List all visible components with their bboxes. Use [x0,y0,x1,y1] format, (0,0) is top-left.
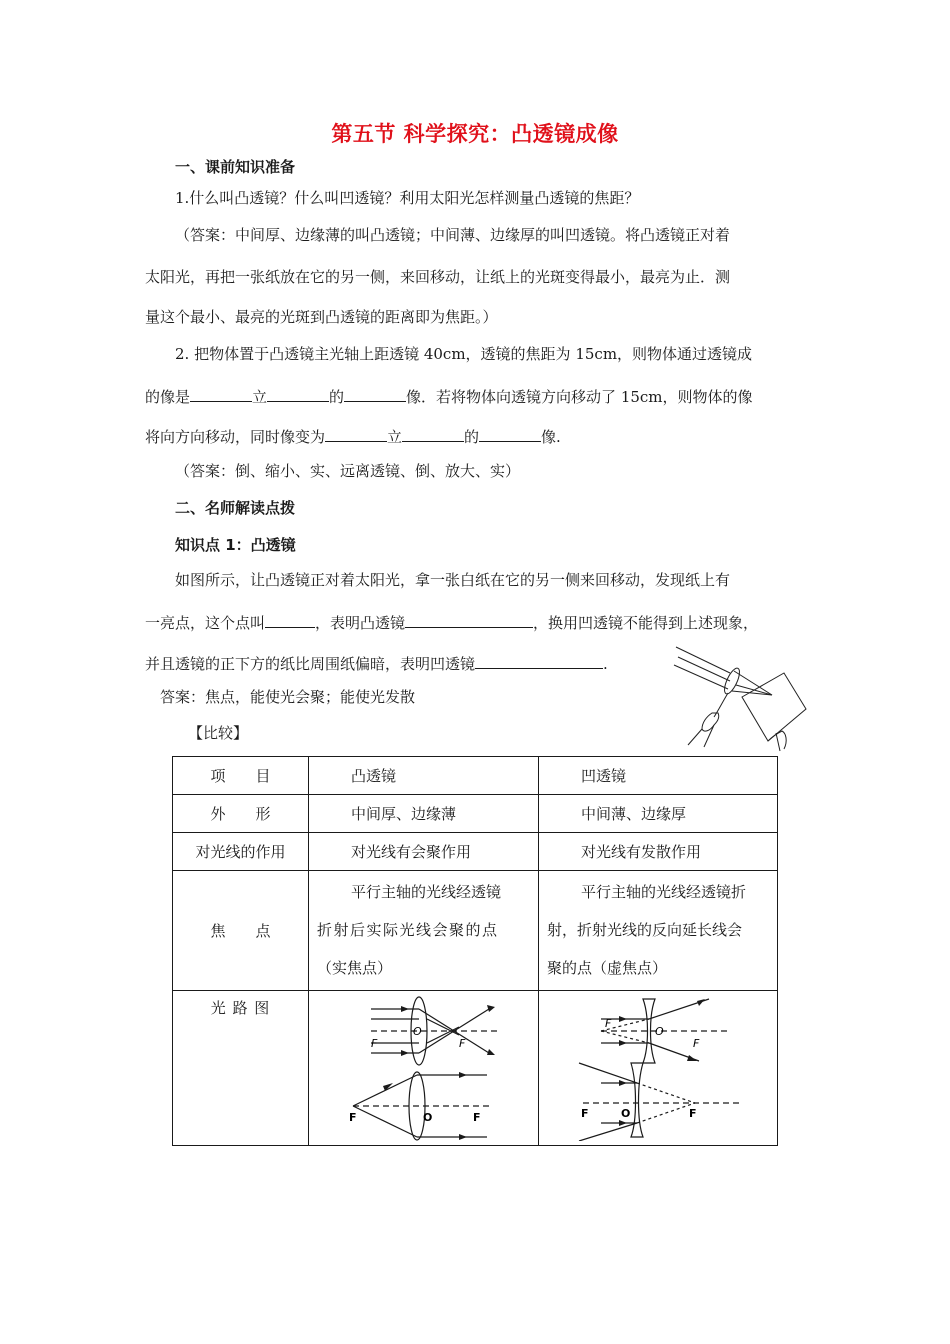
comparison-table [172,756,778,1146]
fill-blank[interactable] [402,425,464,442]
table-cell: 凹透镜 [539,757,778,795]
para-text-a: 一亮点，这个点叫 [145,614,266,632]
knowledge-point-heading: 知识点 1：凸透镜 [175,536,296,554]
answer-1-line-1: （答案：中间厚、边缘薄的叫凸透镜；中间薄、边缘厚的叫凹透镜。将凸透镜正对着 [175,226,731,244]
table-row [173,871,778,991]
answer-2: （答案：倒、缩小、实、远离透镜、倒、放大、实） [175,462,521,480]
fill-blank[interactable] [405,611,533,628]
optical-center-label: O [655,1025,664,1038]
table-cell: 对光线有会聚作用 [309,833,539,871]
lens-paper-illustration [672,637,810,753]
table-cell: 项 目 [173,757,309,795]
optical-center-label: O [413,1025,422,1038]
paragraph-line-1: 如图所示，让凸透镜正对着太阳光，拿一张白纸在它的另一侧来回移动，发现纸上有 [175,571,731,589]
optical-center-label: O [423,1111,433,1124]
question-1: 1.什么叫凸透镜？什么叫凹透镜？利用太阳光怎样测量凸透镜的焦距？ [175,189,640,207]
fill-blank[interactable] [265,611,315,628]
q2-text-h: 像. [541,428,561,446]
table-row [173,991,778,1146]
table-cell: 焦 点 [173,871,309,991]
convex-ray-diagram [309,991,538,1141]
fill-blank[interactable] [475,652,603,669]
answer-1-line-2: 太阳光，再把一张纸放在它的另一侧，来回移动，让纸上的光斑变得最小，最亮为止．测 [145,268,731,286]
para-text-d: 并且透镜的正下方的纸比周围纸偏暗，表明凹透镜 [145,655,476,673]
paragraph-line-3 [145,652,608,674]
table-cell: 凸透镜 [309,757,539,795]
section-heading-1: 一、课前知识准备 [175,158,296,176]
q2-text-b: 立 [252,388,268,406]
q2-text-c: 的 [329,388,345,406]
table-row [173,833,778,871]
focus-concave-line: 射，折射光线的反向延长线会 [547,921,743,939]
focus-label: F [473,1111,481,1124]
answer-section-2: 答案：焦点，能使光会聚；能使光发散 [160,688,416,706]
table-cell: 中间薄、边缘厚 [539,795,778,833]
table-cell [309,871,539,991]
table-cell: 对光线有发散作用 [539,833,778,871]
focus-label: F [349,1111,357,1124]
q2-text-g: 的 [464,428,480,446]
focus-label: F [459,1037,466,1050]
table-cell: 光 路 图 [173,991,309,1146]
fill-blank[interactable] [267,385,329,402]
compare-label: 【比较】 [188,724,249,742]
paragraph-line-2 [145,611,758,633]
fill-blank[interactable] [479,425,541,442]
page-title: 第五节 科学探究：凸透镜成像 [331,122,619,146]
focus-label: F [689,1107,697,1120]
optical-center-label: O [621,1107,631,1120]
focus-convex-line: 平行主轴的光线经透镜 [351,883,502,901]
fill-blank[interactable] [325,425,387,442]
focus-convex-line: 折射后实际光线会聚的点 [317,921,499,939]
para-text-e: . [603,655,608,673]
table-cell: 中间厚、边缘薄 [309,795,539,833]
focus-convex-line: （实焦点） [317,959,393,977]
focus-concave-line: 平行主轴的光线经透镜折 [581,883,747,901]
table-cell: 外 形 [173,795,309,833]
focus-concave-line: 聚的点（虚焦点） [547,959,668,977]
question-2-line-2 [145,385,753,407]
q2-text-f: 立 [387,428,403,446]
question-2-line-1: 2. 把物体置于凸透镜主光轴上距透镜 40cm，透镜的焦距为 15cm，则物体通过透镜成 [175,345,753,363]
fill-blank[interactable] [344,385,406,402]
answer-1-line-3: 量这个最小、最亮的光斑到凸透镜的距离即为焦距。） [145,308,498,326]
concave-ray-diagram [539,991,777,1141]
table-cell [539,871,778,991]
fill-blank[interactable] [190,385,252,402]
para-text-b: ，表明凸透镜 [315,614,406,632]
q2-text-e: 将向方向移动，同时像变为 [145,428,326,446]
focus-label: F [693,1037,700,1050]
q2-text-a: 的像是 [145,388,191,406]
table-cell [309,991,539,1146]
table-cell [539,991,778,1146]
table-row [173,795,778,833]
focus-label: F [371,1037,378,1050]
table-cell: 对光线的作用 [173,833,309,871]
focus-label: F [605,1017,612,1030]
para-text-c: ，换用凹透镜不能得到上述现象， [533,614,759,632]
section-heading-2: 二、名师解读点拨 [175,499,296,517]
question-2-line-3 [145,425,561,447]
table-row [173,757,778,795]
focus-label: F [581,1107,589,1120]
q2-text-d: 像．若将物体向透镜方向移动了 15cm，则物体的像 [406,388,753,406]
